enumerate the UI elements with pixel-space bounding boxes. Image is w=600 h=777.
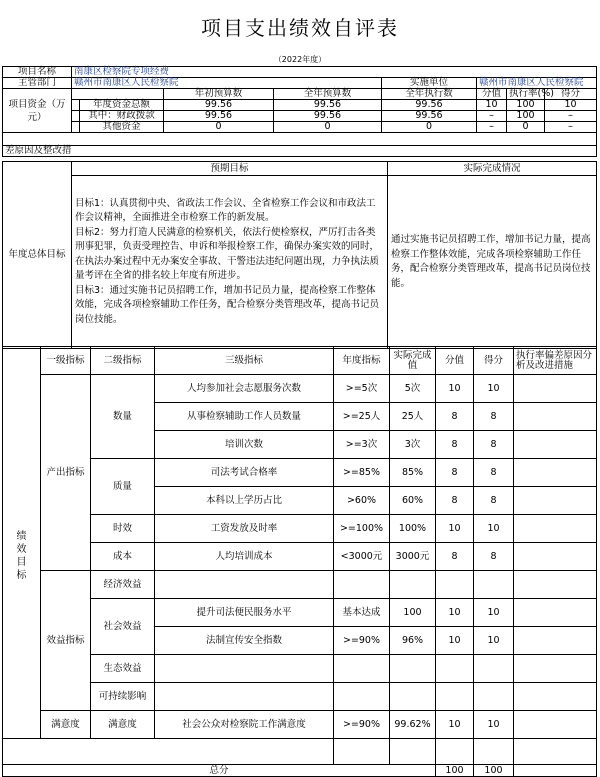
indicator-actual: 25人 bbox=[390, 403, 436, 431]
funds-cell: 10 bbox=[545, 100, 597, 111]
funds-cell: 10 bbox=[477, 100, 507, 111]
dept-value: 赣州市南康区人民检察院 bbox=[72, 78, 382, 89]
indicator-score: 10 bbox=[436, 375, 474, 403]
perf-side-label: 绩效目标 bbox=[16, 531, 27, 582]
indicator-score: 10 bbox=[436, 515, 474, 543]
goals-table bbox=[2, 161, 597, 349]
indicator-got: 10 bbox=[474, 627, 514, 655]
funds-cell: – bbox=[545, 111, 597, 122]
satisfaction-sub-label: 满意度 bbox=[91, 711, 155, 739]
indicator-target: >=100% bbox=[334, 515, 390, 543]
indicator-target: >=25人 bbox=[334, 403, 390, 431]
indicator-actual: 3次 bbox=[390, 431, 436, 459]
indicator-target: >60% bbox=[334, 487, 390, 515]
funds-cell: 0 bbox=[382, 122, 477, 133]
indicator-target: >=3次 bbox=[334, 431, 390, 459]
indicator-actual: 99.62% bbox=[390, 711, 436, 739]
funds-header: 年初预算数 bbox=[164, 89, 274, 100]
indicator-actual: 100 bbox=[390, 599, 436, 627]
funds-header: 执行率(%) bbox=[507, 89, 545, 100]
project-name-label: 项目名称 bbox=[3, 67, 72, 78]
project-name-value: 南康区检察院专项经费 bbox=[72, 67, 597, 78]
indicator-target: >=85% bbox=[334, 459, 390, 487]
total-label: 总分 bbox=[3, 765, 436, 777]
indicator-target: >=90% bbox=[334, 627, 390, 655]
output-label: 产出指标 bbox=[41, 375, 91, 571]
funds-cell: 99.56 bbox=[382, 100, 477, 111]
indicator-target: >=90% bbox=[334, 711, 390, 739]
indicator-name: 本科以上学历占比 bbox=[155, 487, 334, 515]
funds-cell: 99.56 bbox=[164, 100, 274, 111]
impl-label: 实施单位 bbox=[382, 78, 477, 89]
funds-cell: – bbox=[545, 122, 597, 133]
indicator-name: 培训次数 bbox=[155, 431, 334, 459]
cost-label: 成本 bbox=[91, 543, 155, 571]
quality-label: 质量 bbox=[91, 459, 155, 515]
indicator-target: <3000元 bbox=[334, 543, 390, 571]
benefit-label: 效益指标 bbox=[41, 571, 91, 711]
expected-goals: 目标1：认真贯彻中央、省政法工作会议、全省检察工作会议和市政法工作会议精神，全面推进全市检察工作的新发展。 目标2：努力打造人民满意的检察机关，依法行使检察权，严厉打击各类刑事犯罪，负责受理控告、申诉和举报检察工作，确保办案实效的同时，在执法办案过程中无办案安全事故、干警违法违纪问题出现，力争执法质量考评在全省的排名较上年度有所进步。 目标3：通过实施书记员招聘工作，增加书记员力量，提高检察工作整体效能，完成各项检察辅助工作任务，配合检察分类管理改革，提高书记员岗位技能。 bbox=[72, 176, 388, 349]
total-score: 100 bbox=[436, 765, 474, 777]
funds-cell: 99.56 bbox=[274, 111, 382, 122]
indicator-got: 10 bbox=[474, 515, 514, 543]
indicator-actual: 96% bbox=[390, 627, 436, 655]
indicator-score: 8 bbox=[436, 403, 474, 431]
funds-header: 分值 bbox=[477, 89, 507, 100]
funds-cell: 0 bbox=[274, 122, 382, 133]
indicator-got: 10 bbox=[474, 711, 514, 739]
expected-header: 预期目标 bbox=[72, 162, 388, 176]
perf-header: 执行率偏差原因分析及改进措施 bbox=[514, 347, 597, 375]
indicator-got: 8 bbox=[474, 543, 514, 571]
indicator-name: 从事检察辅助工作人员数量 bbox=[155, 403, 334, 431]
funds-cell: – bbox=[477, 111, 507, 122]
economic-label: 经济效益 bbox=[91, 571, 155, 599]
actual-header: 实际完成情况 bbox=[388, 162, 597, 176]
perf-header: 分值 bbox=[436, 347, 474, 375]
funds-cell: 99.56 bbox=[382, 111, 477, 122]
diff-label: 差原因及整改措 bbox=[3, 146, 597, 157]
indicator-got: 8 bbox=[474, 403, 514, 431]
indicator-score: 8 bbox=[436, 543, 474, 571]
perf-header: 一级指标 bbox=[41, 347, 91, 375]
funds-label: 项目资金（万元） bbox=[3, 89, 72, 133]
impl-value: 赣州市南康区人民检察院 bbox=[477, 78, 597, 89]
indicator-target: >=5次 bbox=[334, 375, 390, 403]
indicator-score: 8 bbox=[436, 431, 474, 459]
indicator-got: 8 bbox=[474, 487, 514, 515]
indicator-actual: 60% bbox=[390, 487, 436, 515]
timeliness-label: 时效 bbox=[91, 515, 155, 543]
perf-header: 得分 bbox=[474, 347, 514, 375]
perf-header: 实际完成值 bbox=[390, 347, 436, 375]
page-title: 项目支出绩效自评表 bbox=[201, 16, 399, 40]
funds-header: 全年预算数 bbox=[274, 89, 382, 100]
indicator-actual: 100% bbox=[390, 515, 436, 543]
funds-cell: 0 bbox=[164, 122, 274, 133]
indicator-target: 基本达成 bbox=[334, 599, 390, 627]
funds-header: 得分 bbox=[545, 89, 597, 100]
funds-cell: 100 bbox=[507, 100, 545, 111]
perf-header: 年度指标 bbox=[334, 347, 390, 375]
actual-result: 通过实施书记员招聘工作，增加书记力量，提高检察工作整体效能，完成各项检察辅助工作任务，配合检察分类管理改革，提高书记员岗位技能。 bbox=[388, 176, 597, 349]
funds-row-label: 年度资金总额 bbox=[80, 100, 164, 111]
indicator-name: 法制宣传安全指数 bbox=[155, 627, 334, 655]
indicator-name: 人均参加社会志愿服务次数 bbox=[155, 375, 334, 403]
indicator-actual: 3000元 bbox=[390, 543, 436, 571]
perf-table bbox=[2, 346, 597, 777]
indicator-name: 工资发放及时率 bbox=[155, 515, 334, 543]
goals-row-label: 年度总体目标 bbox=[3, 162, 72, 349]
indicator-got: 8 bbox=[474, 431, 514, 459]
funds-cell: 100 bbox=[507, 111, 545, 122]
year-label: （2022年度） bbox=[273, 55, 327, 64]
indicator-got: 10 bbox=[474, 599, 514, 627]
social-label: 社会效益 bbox=[91, 599, 155, 655]
funds-cell: – bbox=[477, 122, 507, 133]
indicator-actual: 5次 bbox=[390, 375, 436, 403]
funds-cell: 99.56 bbox=[164, 111, 274, 122]
indicator-name: 社会公众对检察院工作满意度 bbox=[155, 711, 334, 739]
perf-header: 三级指标 bbox=[155, 347, 334, 375]
indicator-got: 10 bbox=[474, 375, 514, 403]
funds-row-label: 其中：财政拨款 bbox=[80, 111, 164, 122]
funds-row-label: 其他资金 bbox=[80, 122, 164, 133]
indicator-name: 人均培训成本 bbox=[155, 543, 334, 571]
indicator-score: 8 bbox=[436, 459, 474, 487]
indicator-got: 8 bbox=[474, 459, 514, 487]
indicator-score: 8 bbox=[436, 487, 474, 515]
indicator-actual: 85% bbox=[390, 459, 436, 487]
satisfaction-label: 满意度 bbox=[41, 711, 91, 739]
dept-label: 主管部门 bbox=[3, 78, 72, 89]
indicator-score: 10 bbox=[436, 627, 474, 655]
sustain-label: 可持续影响 bbox=[91, 683, 155, 711]
funds-cell: 0 bbox=[507, 122, 545, 133]
eco-label: 生态效益 bbox=[91, 655, 155, 683]
indicator-name: 提升司法便民服务水平 bbox=[155, 599, 334, 627]
funds-table bbox=[2, 66, 597, 157]
indicator-score: 10 bbox=[436, 599, 474, 627]
perf-header: 二级指标 bbox=[91, 347, 155, 375]
quantity-label: 数量 bbox=[91, 375, 155, 459]
indicator-score: 10 bbox=[436, 711, 474, 739]
total-got: 100 bbox=[474, 765, 514, 777]
indicator-name: 司法考试合格率 bbox=[155, 459, 334, 487]
funds-header: 全年执行数 bbox=[382, 89, 477, 100]
funds-cell: 99.56 bbox=[274, 100, 382, 111]
